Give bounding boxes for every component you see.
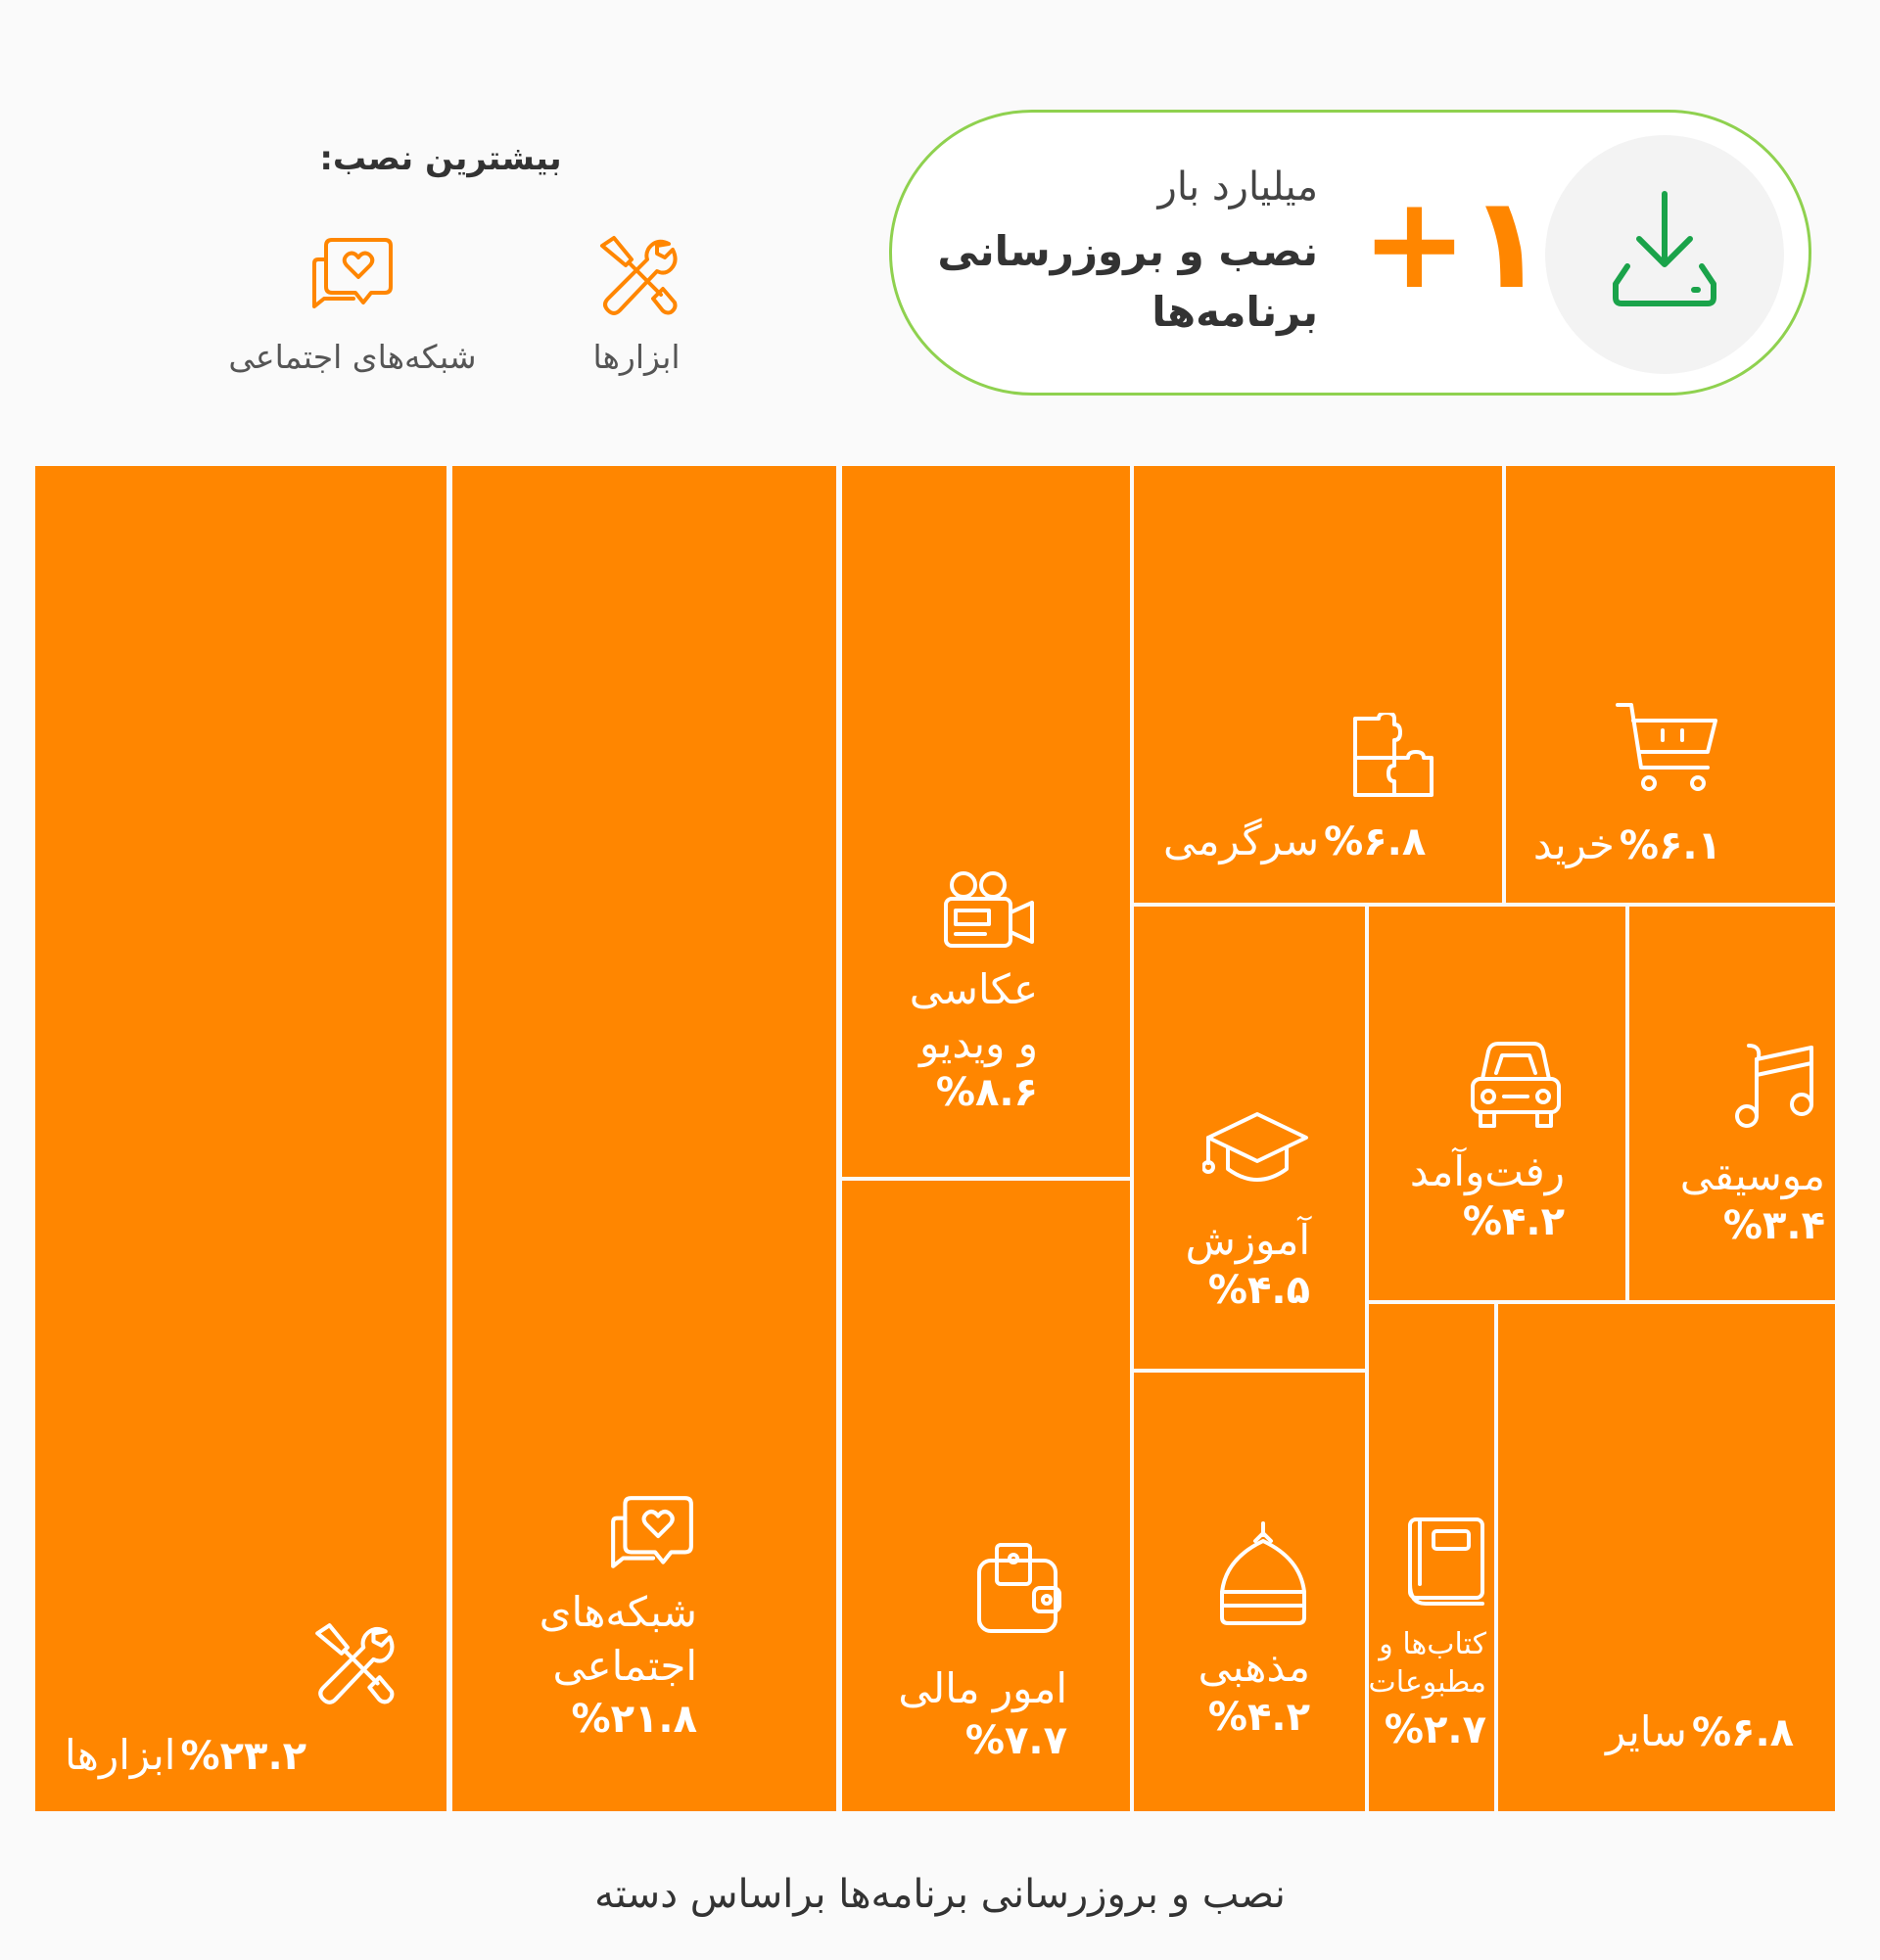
book-icon [1404,1516,1486,1610]
treemap-tile-education [1134,907,1365,1369]
tile-pct: %۷.۷ [964,1717,1067,1763]
top-item-tools [568,230,705,376]
tile-label: سایر [1606,1707,1687,1755]
tile-label: مذهبی [1198,1643,1310,1691]
top-installs-heading: بیشترین نصب: [319,139,562,178]
wallet-icon [973,1539,1067,1637]
tile-label: کتاب‌ها و [1379,1627,1486,1661]
stat-desc-1: نصب و بروزرسانی [937,227,1318,275]
stat-desc-2: برنامه‌ها [1152,288,1318,336]
category-treemap [35,466,1835,1811]
treemap-tile-social [452,466,836,1811]
tile-pct: %۴.۲ [1207,1694,1310,1740]
download-badge [1545,135,1784,374]
tile-label: امور مالی [898,1664,1067,1712]
tile-pct: %۶.۱ [1619,823,1721,868]
tools-icon [592,230,681,318]
car-icon [1467,1040,1565,1134]
top-item-social-label: شبکه‌های اجتماعی [228,338,477,376]
treemap-tile-photo-video [842,466,1130,1177]
tile-pct: %۲۳.۲ [180,1734,307,1779]
stat-number: +۱ [1361,168,1546,317]
puzzle-icon [1349,713,1437,801]
chart-caption: نصب و بروزرسانی برنامه‌ها براساس دسته [594,1872,1286,1917]
top-item-tools-label: ابزارها [592,338,681,376]
tile-label: ابزارها [65,1731,176,1779]
tile-pct: %۴.۲ [1462,1198,1565,1244]
tile-label-2: مطبوعات [1368,1665,1486,1700]
tile-label: موسیقی [1679,1151,1825,1199]
stat-unit: میلیارد بار [1157,164,1318,210]
tile-pct: %۶.۸ [1324,819,1427,864]
tile-label-2: و ویدیو [918,1018,1038,1067]
mosque-dome-icon [1216,1519,1310,1627]
tile-label: عکاسی [909,965,1038,1013]
tile-label: خرید [1532,820,1615,868]
top-item-social [186,230,519,376]
treemap-tile-other [1498,1304,1835,1811]
tile-label-2: اجتماعی [552,1641,697,1690]
tile-pct: %۶.۸ [1691,1710,1795,1755]
treemap-tile-religious [1134,1373,1365,1811]
treemap-tile-music [1629,907,1835,1300]
treemap-tile-transport [1369,907,1625,1300]
tile-label: آموزش [1185,1216,1310,1264]
music-note-icon [1731,1040,1825,1138]
tile-pct: %۲.۷ [1384,1707,1486,1752]
graduation-cap-icon [1202,1108,1310,1196]
tile-pct: %۴.۵ [1207,1267,1310,1313]
social-chat-icon [607,1488,697,1578]
shopping-cart-icon [1614,699,1721,797]
download-icon [1610,186,1719,311]
tile-label: شبکه‌های [539,1588,697,1636]
tile-label: رفت‌وآمد [1409,1147,1565,1195]
video-camera-icon [940,865,1038,954]
treemap-tile-entertainment [1134,466,1502,903]
social-chat-icon [308,230,397,318]
treemap-tile-tools [35,466,446,1811]
treemap-tile-books [1369,1304,1494,1811]
tile-pct: %۸.۶ [935,1070,1038,1116]
tile-label: سرگرمی [1163,817,1320,864]
tile-pct: %۳.۴ [1722,1202,1825,1248]
tools-icon [307,1617,398,1707]
treemap-tile-finance [842,1181,1130,1811]
tile-pct: %۲۱.۸ [571,1697,697,1743]
treemap-tile-shopping [1506,466,1835,903]
